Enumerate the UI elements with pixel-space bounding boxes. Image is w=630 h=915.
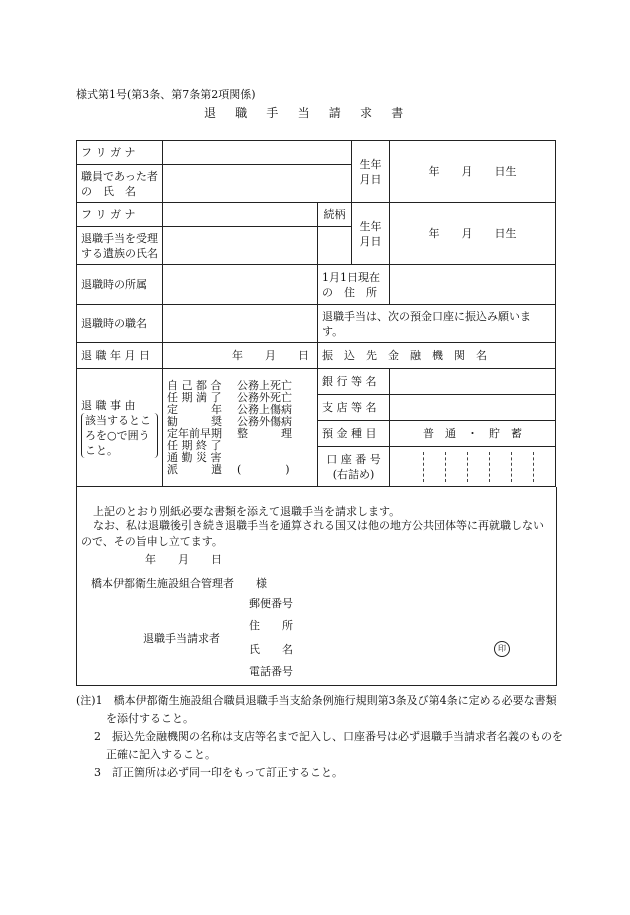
reason-option[interactable]: 任 期 満 了 <box>167 390 222 404</box>
notes <box>76 692 566 782</box>
dept-input[interactable] <box>163 265 318 305</box>
reason-option[interactable]: 定 年 <box>167 402 222 416</box>
transfer-note: 退職手当は、次の預金口座に振込み願います。 <box>318 305 556 343</box>
furigana-label: フ リ ガ ナ <box>77 141 163 165</box>
note-1: (注)1 橋本伊都衛生施設組合職員退職手当支給条例施行規則第3条及び第4条に定める必要な書類を添付すること。 <box>76 694 557 725</box>
bank-name-label: 銀 行 等 名 <box>318 369 390 395</box>
birth2-date[interactable]: 年 月 日生 <box>390 203 556 265</box>
branch-name-input[interactable] <box>390 395 556 421</box>
claim-table <box>76 140 556 487</box>
reason-option[interactable]: 公務外傷病 <box>237 414 292 428</box>
reason-option[interactable]: 整 理 <box>237 426 292 440</box>
furigana-input[interactable] <box>163 141 352 165</box>
request-box <box>76 487 557 686</box>
address-jan1-label: 1月1日現在の 住 所 <box>318 265 390 305</box>
position-label: 退職時の職名 <box>77 305 163 343</box>
name-label: 氏 名 <box>249 643 293 656</box>
reason-option[interactable]: 公務外死亡 <box>237 390 292 404</box>
reason-sub: 該当するところを○で囲うこと。 <box>81 413 158 458</box>
reason-option[interactable]: 通 勤 災 害 <box>167 450 222 464</box>
reason-option[interactable]: 自 己 都 合 <box>167 378 222 392</box>
address-jan1-input[interactable] <box>390 265 556 305</box>
reason-option[interactable]: 任 期 終 了 <box>167 438 222 452</box>
relation-input[interactable] <box>318 227 352 265</box>
reason-option[interactable]: 派 遣 <box>167 462 222 476</box>
request-date[interactable]: 年 月 日 <box>145 553 222 566</box>
reason-option[interactable]: 公務上死亡 <box>237 378 292 392</box>
account-no-cell <box>318 447 390 487</box>
reason-option[interactable]: 勧 奨 <box>167 414 222 428</box>
account-no-label: 口 座 番 号 <box>326 452 381 466</box>
addressee: 橋本伊都衛生施設組合管理者 様 <box>91 577 267 590</box>
position-input[interactable] <box>163 305 318 343</box>
claimant-label: 退職手当請求者 <box>143 632 220 645</box>
account-no-sub: (右詰め) <box>332 467 375 481</box>
branch-name-label: 支 店 等 名 <box>318 395 390 421</box>
note-3: 3 訂正箇所は必ず同一印をもって訂正すること。 <box>94 766 343 779</box>
birth-label: 生年月日 <box>352 141 390 203</box>
retire-date-input[interactable]: 年 月 日 <box>163 343 318 369</box>
form-number: 様式第1号(第3条、第7条第2項関係) <box>76 88 256 101</box>
birth-date[interactable]: 年 月 日生 <box>390 141 556 203</box>
address-label: 住 所 <box>249 619 293 632</box>
reason-option <box>237 440 312 452</box>
employee-name-label: 職員であった者の 氏 名 <box>77 165 163 203</box>
postal-label: 郵便番号 <box>249 597 293 610</box>
reason-option <box>237 452 312 464</box>
heir-name-label: 退職手当を受理する遺族の氏名 <box>77 227 163 265</box>
relation-label: 続柄 <box>318 203 352 227</box>
furigana2-label: フ リ ガ ナ <box>77 203 163 227</box>
heir-name-input[interactable] <box>163 227 318 265</box>
retire-date-label: 退 職 年 月 日 <box>77 343 163 369</box>
phone-label: 電話番号 <box>249 665 293 678</box>
furigana2-input[interactable] <box>163 203 318 227</box>
reason-options[interactable] <box>163 369 318 487</box>
reason-label: 退 職 事 由 <box>81 398 136 412</box>
request-line2: なお、私は退職後引き続き退職手当を通算される国又は他の地方公共団体等に再就職しないので、その旨申し立てます。 <box>81 519 544 548</box>
reason-cell <box>77 369 163 487</box>
bank-header: 振 込 先 金 融 機 関 名 <box>318 343 556 369</box>
account-no-input[interactable] <box>390 447 556 487</box>
account-type-label: 預 金 種 目 <box>318 421 390 447</box>
reason-option[interactable]: 公務上傷病 <box>237 402 292 416</box>
birth2-label: 生年月日 <box>352 203 390 265</box>
request-line1: 上記のとおり別紙必要な書類を添えて退職手当を請求します。 <box>93 505 401 518</box>
dept-label: 退職時の所属 <box>77 265 163 305</box>
reason-option[interactable]: ( ) <box>237 462 290 476</box>
note-2: 2 振込先金融機関の名称は支店等名まで記入し、口座番号は必ず退職手当請求者名義のものを正確に記入すること。 <box>94 730 563 761</box>
reason-option[interactable]: 定年前早期 <box>167 426 222 440</box>
employee-name-input[interactable] <box>163 165 352 203</box>
account-type-value[interactable]: 普 通 ・ 貯 蓄 <box>390 421 556 447</box>
form-title: 退 職 手 当 請 求 書 <box>204 106 407 120</box>
bank-name-input[interactable] <box>390 369 556 395</box>
seal-mark: 印 <box>494 641 510 657</box>
